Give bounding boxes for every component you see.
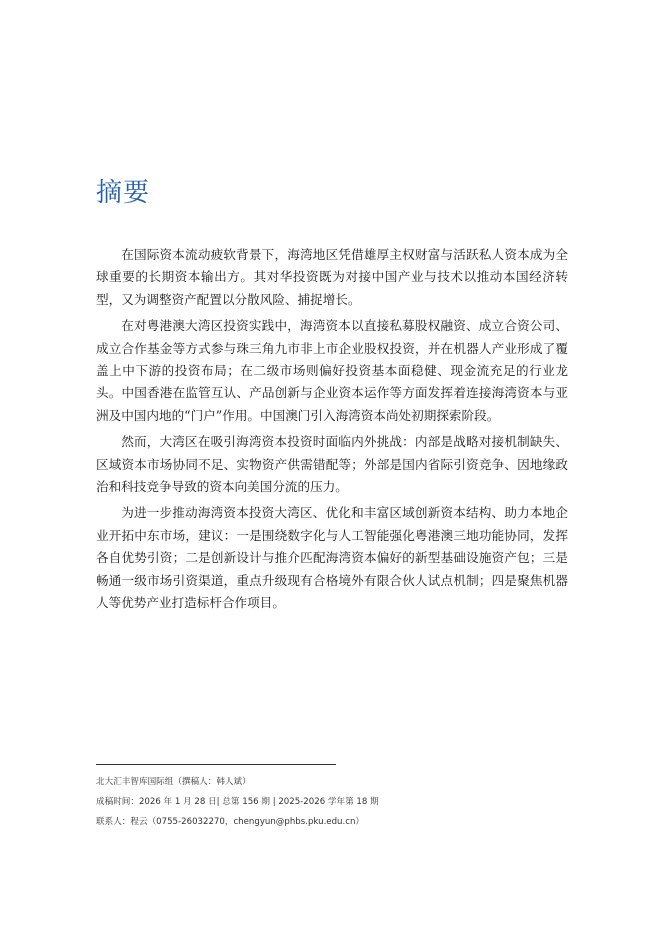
paragraph-4: 为进一步推动海湾资本投资大湾区、优化和丰富区域创新资本结构、助力本地企业开拓中东市场，建议：一是围绕数字化与人工智能强化粤港澳三地功能协同，发挥各自优势引资；二是创新设计与推介匹配海湾资本偏好的新型基础设施资产包；三是畅通一级市场引资渠道，重点升级现有合格境外有限合伙人试点机制；四是聚焦机器人等优势产业打造标杆合作项目。 [96,505,568,611]
footer-info [96,772,566,832]
paragraph-3: 然而，大湾区在吸引海湾资本投资时面临内外挑战：内部是战略对接机制缺失、区域资本市场协同不足、实物资产供需错配等；外部是国内省际引资竞争、因地缘政治和科技竞争导致的资本向美国分流的压力。 [96,434,568,495]
author-line: 北大汇丰智库国际组（撰稿人：韩人斌） [96,777,251,787]
contact-line: 联系人：程云（0755-26032270，chengyun@phbs.pku.edu.cn） [96,817,364,827]
page-title: 摘要 [96,178,151,208]
paragraph-2: 在对粤港澳大湾区投资实践中，海湾资本以直接私募股权融资、成立合资公司、成立合作基金等方式参与珠三角九市非上市企业股权投资，并在机器人产业形成了覆盖上中下游的投资布局；在二级市场则偏好投资基本面稳健、现金流充足的行业龙头。中国香港在监管互认、产品创新与企业资本运作等方面发挥着连接海湾资本与亚洲及中国内地的“门户”作用。中国澳门引入海湾资本尚处初期探索阶段。 [96,318,568,423]
paragraph-1: 在国际资本流动疲软背景下，海湾地区凭借雄厚主权财富与活跃私人资本成为全球重要的长期资本输出方。其对华投资既为对接中国产业与技术以推动本国经济转型，又为调整资产配置以分散风险、捕捉增长。 [96,247,568,307]
date-line: 成稿时间：2026 年 1 月 28 日| 总第 156 期 | 2025-2026 学年第 18 期 [96,797,379,807]
abstract-body [96,244,568,619]
footnote-divider [96,764,336,765]
